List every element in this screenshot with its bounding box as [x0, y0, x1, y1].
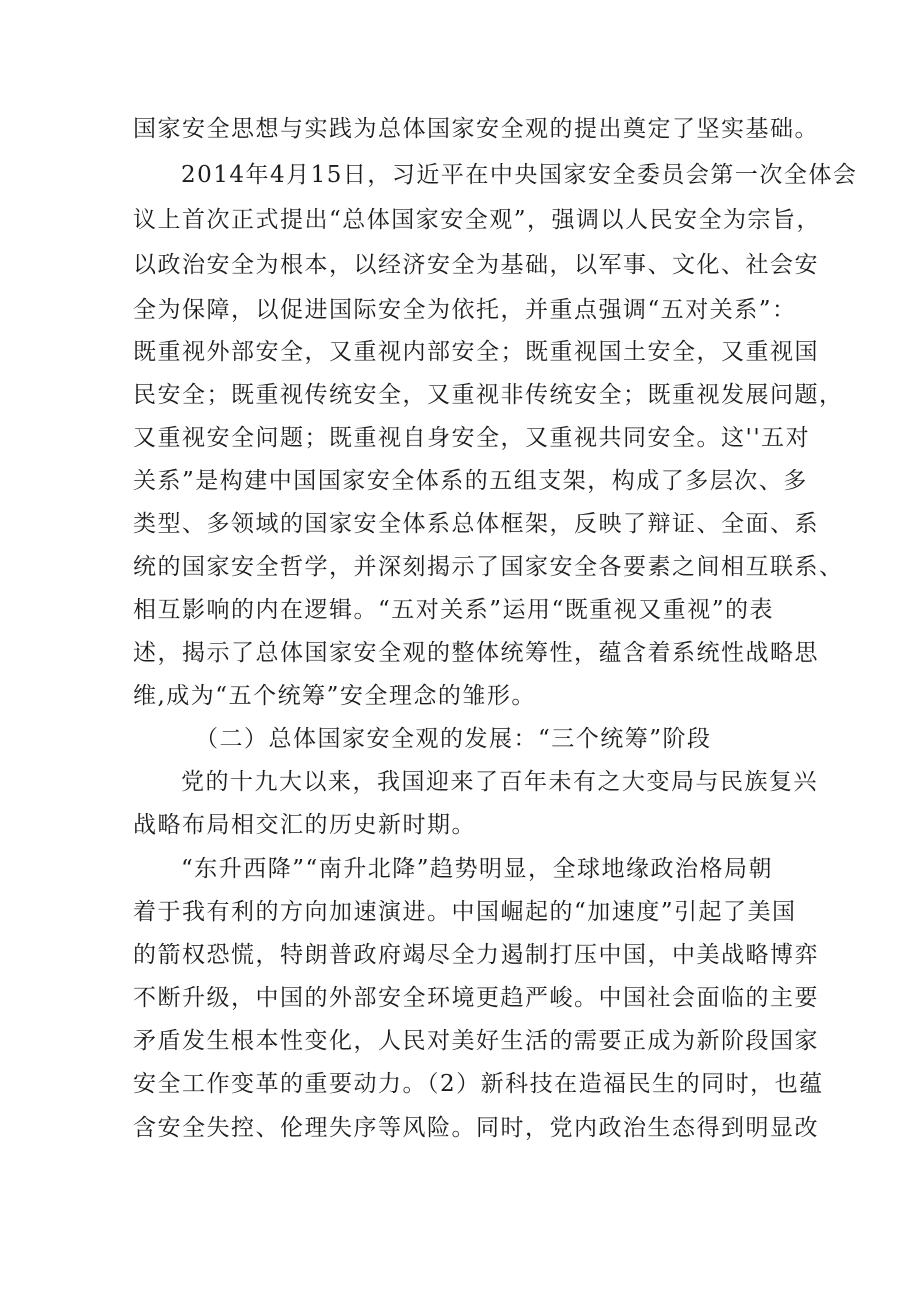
text-line: “东升西降”“南升北降”趋势明显，全球地缘政治格局朝 [181, 856, 774, 882]
section-heading: （二）总体国家安全观的发展：“三个统筹”阶段 [195, 726, 712, 752]
text-line: 2014年4月15日，习近平在中央国家安全委员会第一次全体会 [181, 162, 858, 188]
text-line: 关系”是构建中国国家安全体系的五组支架，构成了多层次、多 [133, 468, 808, 494]
text-line: 相互影响的内在逻辑。“五对关系”运用“既重视又重视”的表 [133, 597, 775, 623]
text-line: 党的十九大以来，我国迎来了百年未有之大变局与民族复兴 [181, 769, 818, 795]
text-line: 以政治安全为根本，以经济安全为基础，以军事、文化、社会安 [133, 252, 819, 278]
text-line: 全为保障，以促进国际安全为依托，并重点强调“五对关系”： [133, 297, 797, 323]
text-line: 安全工作变革的重要动力。（2）新科技在造福民生的同时，也蕴 [133, 1071, 824, 1097]
text-line: 述，揭示了总体国家安全观的整体统筹性，蕴含着系统性战略思 [133, 640, 819, 666]
text-line: 既重视外部安全，又重视内部安全；既重视国土安全，又重视国 [133, 339, 819, 365]
text-line: 议上首次正式提出“总体国家安全观”，强调以人民安全为宗旨， [133, 207, 822, 233]
text-line: 战略布局相交汇的历史新时期。 [133, 812, 476, 838]
text-line: 类型、多领域的国家安全体系总体框架，反映了辩证、全面、系 [133, 511, 819, 537]
text-line: 矛盾发生根本性变化，人民对美好生活的需要正成为新阶段国家 [133, 1028, 819, 1054]
text-line: 含安全失控、伦理失序等风险。同时，党内政治生态得到明显改 [133, 1115, 819, 1141]
text-line: 着于我有利的方向加速演进。中国崛起的“加速度”引起了美国 [133, 899, 797, 925]
text-line: 又重视安全问题；既重视自身安全，又重视共同安全。这''五对 [133, 425, 811, 451]
text-line: 维,成为“五个统筹”安全理念的雏形。 [133, 683, 536, 709]
text-line: 统的国家安全哲学，并深刻揭示了国家安全各要素之间相互联系、 [133, 554, 844, 580]
text-line: 国家安全思想与实践为总体国家安全观的提出奠定了坚实基础。 [133, 116, 819, 142]
text-line: 不断升级，中国的外部安全环境更趋严峻。中国社会面临的主要 [133, 985, 819, 1011]
text-line: 的箭权恐慌，特朗普政府竭尽全力遏制打压中国，中美战略博弈 [133, 942, 819, 968]
text-line: 民安全；既重视传统安全，又重视非传统安全；既重视发展问题， [133, 382, 844, 408]
